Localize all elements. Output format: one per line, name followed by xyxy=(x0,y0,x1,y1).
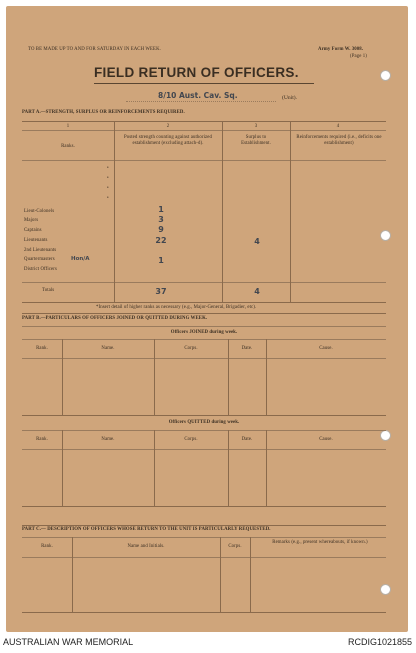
part-a-col-divider-1 xyxy=(114,121,115,302)
posted-quartermasters: 1 xyxy=(158,256,164,265)
surplus-header: Surplus to Establishment. xyxy=(241,135,271,146)
punch-hole-top xyxy=(380,70,391,81)
rank-label-captains: Captains xyxy=(24,228,42,233)
quitted-col-name: Name. xyxy=(101,437,115,442)
rank-label-lieutenants: Lieutenants xyxy=(24,238,48,243)
part-c-title: PART C.— DESCRIPTION OF OFFICERS WHOSE RETURN TO THE UNIT IS PARTICULARLY REQUESTED. xyxy=(22,527,271,532)
posted-strength-header: Posted strength counting against authorized establishment (excluding attach-d). xyxy=(124,135,212,146)
col-number-2: 2 xyxy=(166,124,170,129)
page-number: (Page 1) xyxy=(350,54,367,59)
part-a-footnote: *Insert detail of higher ranks as necessary (e.g., Major-General, Brigadier, etc). xyxy=(96,305,257,310)
part-b-top-rule xyxy=(22,313,386,314)
quitted-header-bottom-rule xyxy=(22,449,386,450)
joined-col-rank: Rank. xyxy=(36,346,48,351)
joined-bottom-rule xyxy=(22,415,386,416)
higher-rank-marker: • xyxy=(107,166,109,171)
totals-posted: 37 xyxy=(155,287,167,296)
unit-handwritten: 8/10 Aust. Cav. Sq. xyxy=(158,91,238,100)
part-a-col-divider-3 xyxy=(290,121,291,302)
joined-title-rule xyxy=(22,326,386,327)
rank-label-majors: Majors xyxy=(24,218,39,223)
surplus-lieutenants: 4 xyxy=(254,237,260,246)
part-c-header-top-rule xyxy=(22,537,386,538)
higher-rank-marker: • xyxy=(107,196,109,201)
joined-col-date: Date. xyxy=(241,346,253,351)
part-a-col-divider-2 xyxy=(222,121,223,302)
title-underline xyxy=(94,83,314,84)
quitted-bottom-rule xyxy=(22,506,386,507)
posted-lieutenants: 22 xyxy=(155,236,167,245)
part-c-bottom-rule xyxy=(22,612,386,613)
part-c-header-bottom-rule xyxy=(22,557,386,558)
quitted-title: Officers QUITTED during week. xyxy=(168,420,240,425)
part-c-col-rank: Rank. xyxy=(41,544,53,549)
rank-label-quartermasters: Quartermasters xyxy=(24,257,55,262)
part-a-num-rule xyxy=(22,130,386,131)
totals-surplus: 4 xyxy=(254,287,260,296)
posted-majors: 3 xyxy=(158,215,164,224)
quitted-col-rank: Rank. xyxy=(36,437,48,442)
unit-label: (Unit). xyxy=(282,95,298,101)
joined-col-corps: Corps. xyxy=(184,346,198,351)
totals-label: Totals xyxy=(42,288,55,293)
col-number-4: 4 xyxy=(336,124,340,129)
part-a-title: PART A.—STRENGTH, SURPLUS OR REINFORCEMENTS REQUIRED. xyxy=(22,110,185,115)
part-a-top-rule xyxy=(22,121,386,122)
part-a-total-rule xyxy=(22,282,386,283)
document-sheet xyxy=(6,6,408,632)
part-a-bottom-rule xyxy=(22,302,386,303)
form-title: FIELD RETURN OF OFFICERS. xyxy=(94,65,299,80)
part-c-col-corps: Corps. xyxy=(228,544,242,549)
part-c-col-divider-3 xyxy=(250,537,251,612)
footer-id: RCDIG1021855 xyxy=(347,637,412,647)
part-a-header-rule xyxy=(22,160,386,161)
quitted-col-cause: Cause. xyxy=(319,437,333,442)
joined-header-top-rule xyxy=(22,339,386,340)
higher-rank-marker: • xyxy=(107,186,109,191)
part-c-col-name: Name and Initials. xyxy=(127,544,165,549)
reinforcements-header: Reinforcements required (i.e., deficits one establishment) xyxy=(296,135,382,146)
unit-underline xyxy=(126,101,276,102)
ranks-header: Ranks. xyxy=(61,144,75,149)
posted-captains: 9 xyxy=(158,225,164,234)
col-number-3: 3 xyxy=(254,124,258,129)
quitted-col-corps: Corps. xyxy=(184,437,198,442)
joined-col-cause: Cause. xyxy=(319,346,333,351)
part-c-top-rule xyxy=(22,525,386,526)
punch-hole-bottom xyxy=(380,584,391,595)
part-b-title: PART B.—PARTICULARS OF OFFICERS JOINED OR QUITTED DURING WEEK. xyxy=(22,316,208,321)
part-c-col-remarks: Remarks (e.g., present whereabouts, if known.) xyxy=(272,540,368,545)
higher-rank-marker: • xyxy=(107,176,109,181)
quartermaster-note: Hon/A xyxy=(71,256,90,262)
header-instruction: TO BE MADE UP TO AND FOR SATURDAY IN EACH WEEK. xyxy=(28,47,161,52)
joined-header-bottom-rule xyxy=(22,358,386,359)
footer-source: AUSTRALIAN WAR MEMORIAL xyxy=(3,637,134,647)
rank-label-district-officers: District Officers xyxy=(24,267,57,272)
col-number-1: 1 xyxy=(66,124,70,129)
joined-col-name: Name. xyxy=(101,346,115,351)
rank-label-lieut-colonels: Lieut-Colonels xyxy=(24,209,55,214)
form-number: Army Form W. 3008. xyxy=(318,47,364,52)
rank-label-2nd-lieutenants: 2nd Lieutenants xyxy=(24,248,57,253)
posted-lieut-colonels: 1 xyxy=(158,205,164,214)
punch-hole-2 xyxy=(380,230,391,241)
joined-title: Officers JOINED during week. xyxy=(170,330,238,335)
quitted-col-date: Date. xyxy=(241,437,253,442)
quitted-header-top-rule xyxy=(22,430,386,431)
